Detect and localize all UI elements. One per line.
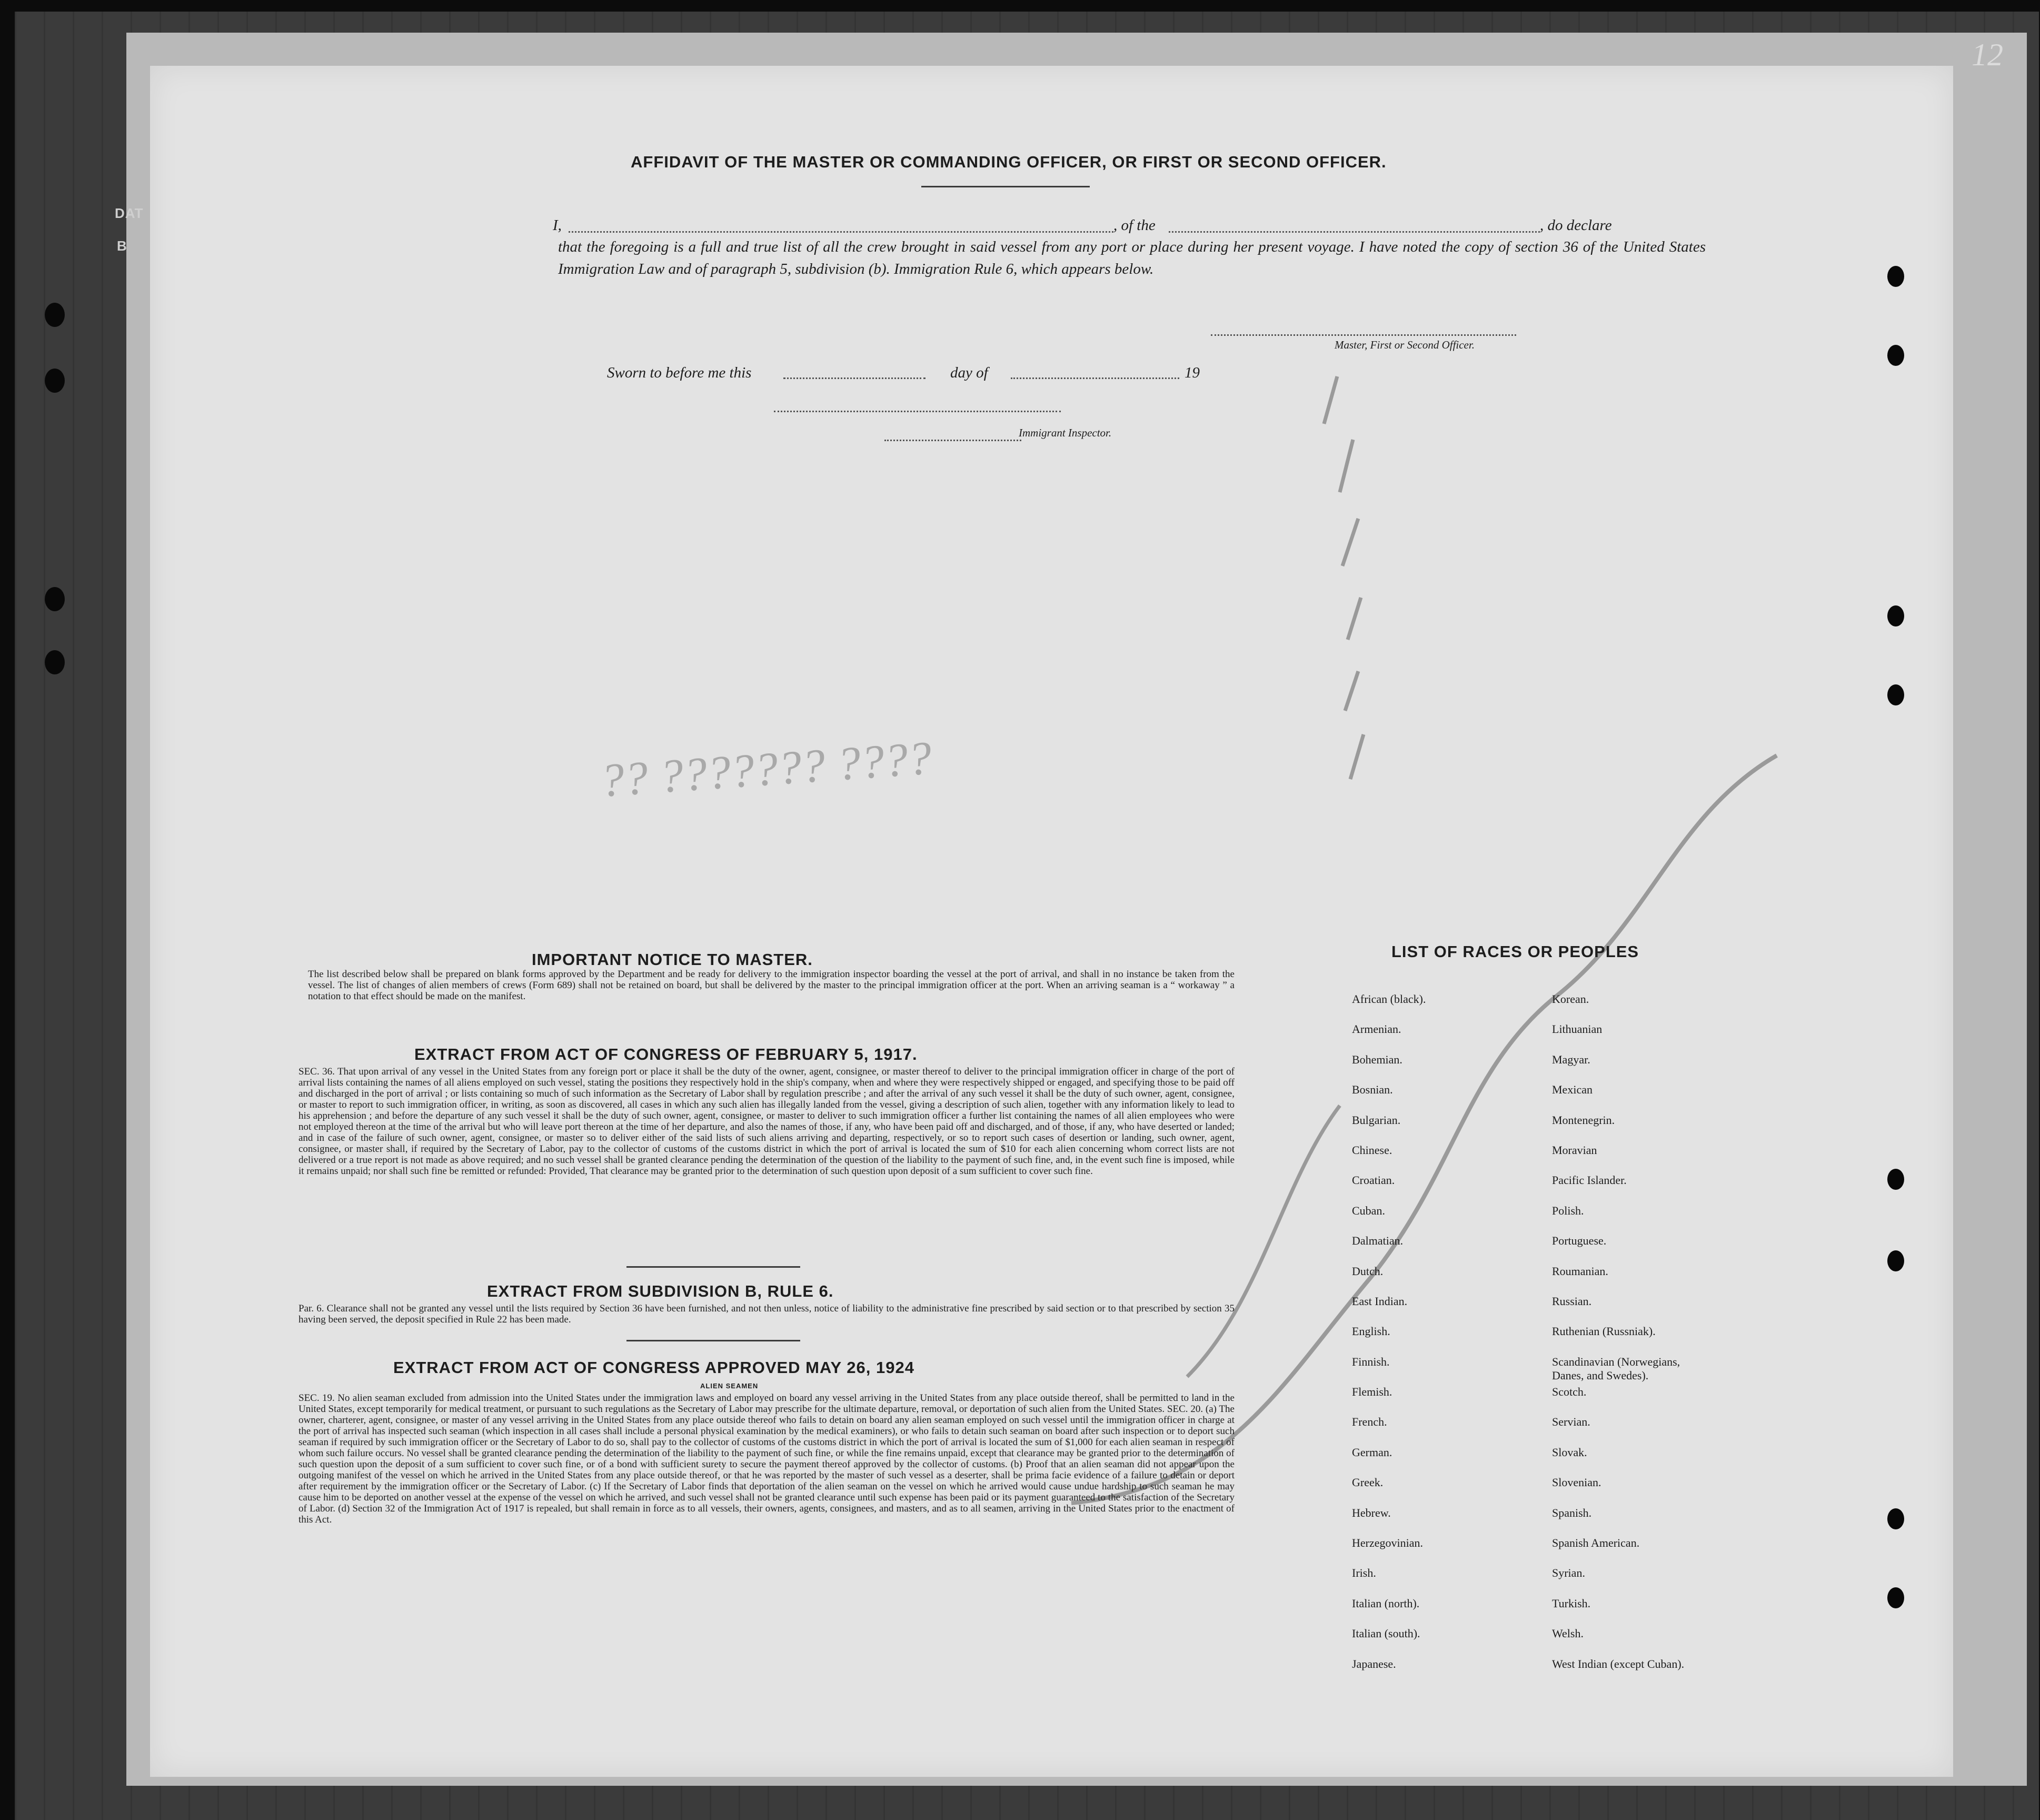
race-item: West Indian (except Cuban). (1552, 1657, 1685, 1670)
race-item: Irish. (1352, 1566, 1376, 1580)
races-right-column (1552, 992, 1773, 1687)
extract-1924-body: SEC. 19. No alien seaman excluded from admission into the United States under the immigration laws and employed on board any vessel arriving in the United States from any place outside thereof, shall be permitted to land in the United States, except temporarily for medical treatment, or pursuant to such regulations as the Secretary of Labor may prescribe for the ultimate departure, removal, or deportation of such alien from the United States. SEC. 20. (a) The owner, charterer, agent, consignee, or master of any vessel arriving in the United States from any place outside thereof who fails to detain on board any alien seaman employed on such vessel until the immigration officer in charge at the port of arrival has inspected such seaman (which inspection in all cases shall include a personal physical examination by the medical examiners), or who fails to detain such seaman on board after such inspection or to deport such seaman if required by such immigration officer or the Secretary of Labor to do so, shall pay to the collector of customs of the customs district in which the port of arrival is located the sum of $1,000 for each alien seaman in respect of whom such failure occurs. No vessel shall be granted clearance pending the determination of the liability to the payment of such fine, or while the fine remains unpaid, except that clearance may be granted prior to the determination of such question upon the deposit of a sum sufficient to cover such fine, or of a bond with sufficient surety to secure the payment thereof approved by the collector of customs. (b) Proof that an alien seaman did not appear upon the outgoing manifest of the vessel on which he arrived in the United States from any place outside thereof, or that he was reported by the master of such vessel as a deserter, shall be prima facie evidence of a failure to detain or deport after requirement by the immigration officer or the Secretary of Labor. (c) If the Secretary of Labor finds that deportation of the alien seaman on the vessel on which he arrived would cause undue hardship to such seaman he may cause him to be deported on another vessel at the expense of the vessel on which he arrived, and such vessel shall not be granted clearance until such expense has been paid or its payment guaranteed to the satisfaction of the Secretary of Labor. (d) Section 32 of the Immigration Act of 1917 is repealed, but shall remain in force as to all vessels, their owners, agents, consignees, and masters, and as to all seamen, arriving in the United States prior to the enactment of this Act. (298, 1393, 1235, 1525)
race-item: Armenian. (1352, 1022, 1401, 1036)
race-item: Ruthenian (Russniak). (1552, 1325, 1656, 1338)
race-item: Greek. (1352, 1476, 1384, 1489)
binder-hole (45, 369, 65, 393)
left-stamp-2: B (117, 238, 127, 254)
race-item: Chinese. (1352, 1143, 1392, 1157)
race-item: Magyar. (1552, 1052, 1590, 1066)
affidavit-line-declare: , do declare (1540, 217, 1612, 234)
race-item: Scandinavian (Norwegians, Danes, and Swedes). (1552, 1355, 1680, 1382)
sworn-text: Sworn to before me this (607, 364, 752, 381)
sworn-month-blank[interactable] (1011, 366, 1179, 379)
race-item: Italian (south). (1352, 1627, 1420, 1640)
race-item: Slovak. (1552, 1445, 1587, 1459)
race-item: Lithuanian (1552, 1022, 1603, 1036)
inspector-signature-line[interactable] (774, 405, 1061, 412)
race-item: Japanese. (1352, 1657, 1396, 1670)
race-item: Dutch. (1352, 1264, 1384, 1278)
affidavit-title: AFFIDAVIT OF THE MASTER OR COMMANDING OFFICER, OR FIRST OR SECOND OFFICER. (631, 153, 1387, 171)
affidavit-line-i: I, (553, 217, 562, 234)
race-item: Bosnian. (1352, 1083, 1393, 1097)
race-item: Hebrew. (1352, 1506, 1391, 1519)
inspector-signature-line-2[interactable] (884, 434, 1021, 441)
race-item: Flemish. (1352, 1385, 1392, 1399)
race-item: Scotch. (1552, 1385, 1587, 1399)
extract-1917-title: EXTRACT FROM ACT OF CONGRESS OF FEBRUARY 5, 1917. (414, 1045, 918, 1063)
race-item: Korean. (1552, 992, 1589, 1006)
affidavit-body: that the foregoing is a full and true list of all the crew brought in said vessel from any port or place during her present voyage. I have noted the copy of section 36 of the United States Immigration Law and of paragraph 5, subdivision (b). Immigration Rule 6, which appears below. (558, 238, 1706, 277)
race-item: Servian. (1552, 1415, 1590, 1429)
sworn-day-blank[interactable] (783, 366, 926, 379)
races-left-column (1352, 992, 1526, 1687)
extract-1917-body: SEC. 36. That upon arrival of any vessel in the United States from any foreign port or place it shall be the duty of the owner, agent, consignee, or master thereof to deliver to the principal immigration officer in charge of the port of arrival lists containing the names of all aliens employed on such vessel, stating the positions they respectively hold in the ship's company, when and where they were respectively shipped or engaged, and specifying those to be paid off and discharged in the port of arrival ; or lists containing so much of such information as the Secretary of Labor shall by regulation prescribe ; and after the arrival of any such vessel it shall be the duty of such owner, agent, consignee, or master to report to such immigration officer, in writing, as soon as discovered, all cases in which any such alien has illegally landed from the vessel, giving a description of such alien, together with any information likely to lead to his apprehension ; and before the departure of any such vessel it shall be the duty of such owner, agent, consignee, or master to deliver to such immigration officer a further list containing the names of all alien employees who were not employed thereon at the time of the arrival but who will leave port thereon at the time of her departure, and also the names of those, if any, who have been paid off and discharged, and of those, if any, who have deserted or landed; and in case of the failure of such owner, agent, consignee, or master so to deliver either of the said lists of such aliens arriving and departing, respectively, or so to report such cases of desertion or landing, such owner, agent, consignee, or master shall, if required by the Secretary of Labor, pay to the collector of customs of the customs district in which the port of arrival is located the sum of $10 for each alien concerning whom correct lists are not delivered or a true report is not made as above required; and no such vessel shall be granted clearance pending the determination of the question of the liability to the payment of such fine, and, in the event such fine is imposed, while it remains unpaid; nor shall such fine be remitted or refunded: Provided, That clearance may be granted prior to the determination of such question upon deposit of a sum sufficient to cover such fine. (298, 1066, 1235, 1177)
page-number-mark: 12 (1972, 37, 2003, 72)
notice-title: IMPORTANT NOTICE TO MASTER. (532, 950, 813, 969)
race-item: French. (1352, 1415, 1387, 1429)
sworn-year: 19 (1185, 364, 1200, 381)
name-blank[interactable] (569, 218, 1113, 233)
extract-rule6-body: Par. 6. Clearance shall not be granted any vessel until the lists required by Section 36 have been furnished, and not then unless, notice of liability to the administrative fine prescribed by said section or to that prescribed by section 35 having been served, the deposit specified in Rule 22 has been made. (298, 1303, 1235, 1325)
races-title: LIST OF RACES OR PEOPLES (1391, 942, 1639, 961)
race-item: Pacific Islander. (1552, 1173, 1627, 1187)
race-item: Turkish. (1552, 1596, 1591, 1610)
binder-hole (45, 303, 65, 327)
race-item: Cuban. (1352, 1204, 1385, 1217)
divider (626, 1340, 800, 1341)
race-item: African (black). (1352, 992, 1426, 1006)
race-item: Syrian. (1552, 1566, 1585, 1580)
manifest-page (150, 66, 1953, 1777)
divider (626, 1266, 800, 1268)
race-item: Bulgarian. (1352, 1113, 1401, 1127)
extract-rule6-title: EXTRACT FROM SUBDIVISION B, RULE 6. (487, 1282, 834, 1300)
race-item: Welsh. (1552, 1627, 1584, 1640)
race-item: Russian. (1552, 1294, 1592, 1308)
vessel-blank[interactable] (1169, 218, 1540, 233)
race-item: Herzegovinian. (1352, 1536, 1423, 1550)
race-item: Dalmatian. (1352, 1234, 1404, 1248)
race-item: German. (1352, 1445, 1392, 1459)
race-item: Spanish American. (1552, 1536, 1640, 1550)
inspector-label: Immigrant Inspector. (1019, 426, 1112, 439)
extract-1924-title: EXTRACT FROM ACT OF CONGRESS APPROVED MAY 26, 1924 (393, 1358, 914, 1377)
handwriting-bleed: ?? ??????? ???? (599, 732, 933, 807)
divider (921, 186, 1090, 187)
binder-hole (45, 587, 65, 611)
binder-hole (45, 650, 65, 674)
race-item: Mexican (1552, 1083, 1593, 1097)
sworn-day-label: day of (950, 364, 988, 381)
race-item: Montenegrin. (1552, 1113, 1615, 1127)
race-item: Portuguese. (1552, 1234, 1607, 1248)
race-item: Finnish. (1352, 1355, 1390, 1368)
notice-body: The list described below shall be prepared on blank forms approved by the Department and be ready for delivery to the immigration inspector boarding the vessel at the port of arrival, and shall in no instance be taken from the vessel. The list of changes of alien members of crews (Form 689) shall not be retained on board, but shall be delivered by the master to the principal immigration officer at the port. When an arriving seaman is a “ workaway ” a notation to that effect should be made on the manifest. (308, 969, 1235, 1002)
master-label: Master, First or Second Officer. (1335, 339, 1475, 351)
race-item: Croatian. (1352, 1173, 1395, 1187)
race-item: Bohemian. (1352, 1052, 1402, 1066)
left-stamp: DAT (115, 205, 144, 221)
race-item: Italian (north). (1352, 1596, 1420, 1610)
extract-1924-subtitle: ALIEN SEAMEN (700, 1382, 759, 1390)
race-item: Spanish. (1552, 1506, 1592, 1519)
race-item: East Indian. (1352, 1294, 1408, 1308)
race-item: Moravian (1552, 1143, 1597, 1157)
race-item: English. (1352, 1325, 1390, 1338)
master-signature-line[interactable] (1211, 329, 1516, 336)
race-item: Roumanian. (1552, 1264, 1608, 1278)
race-item: Slovenian. (1552, 1476, 1601, 1489)
affidavit-line-of: , of the (1113, 217, 1156, 234)
race-item: Polish. (1552, 1204, 1584, 1217)
